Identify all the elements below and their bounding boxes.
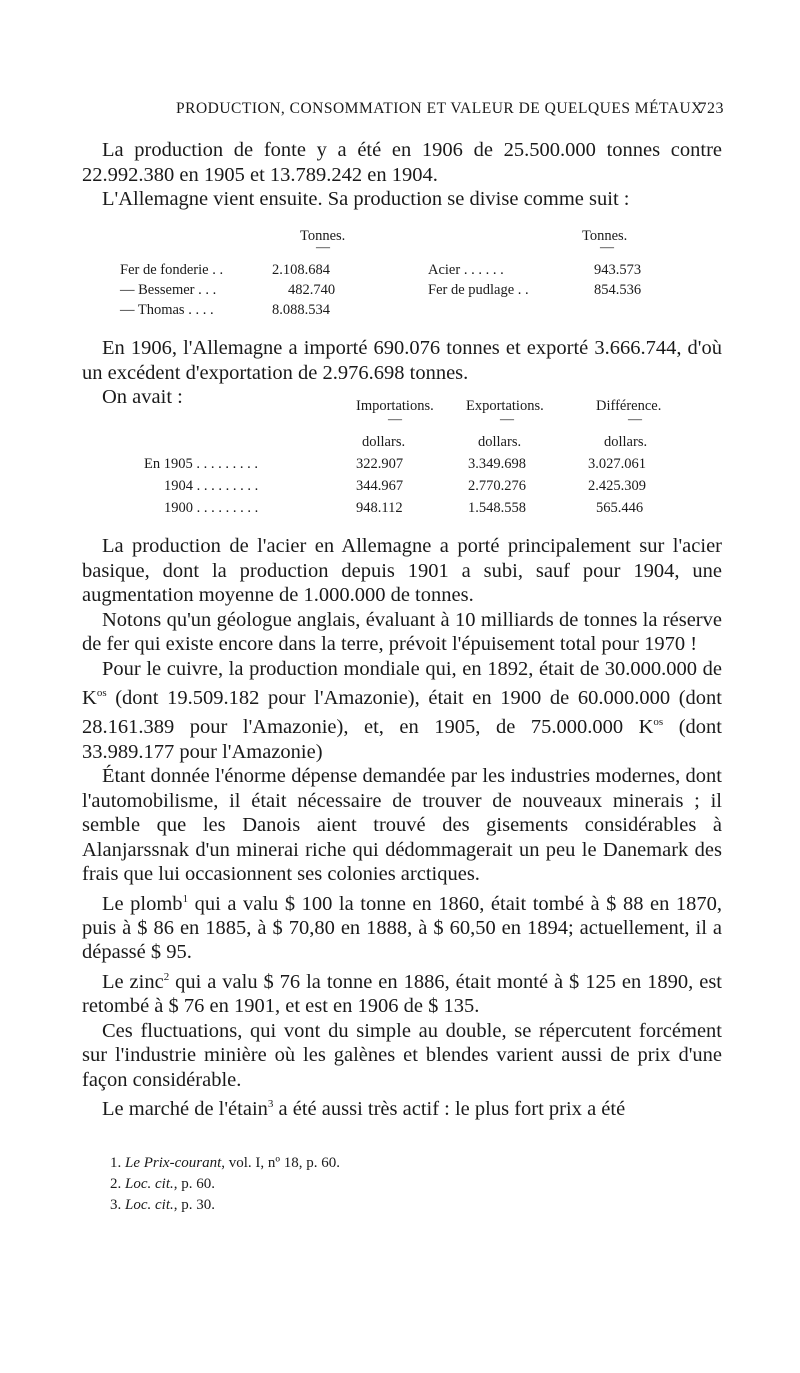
table2-cell: 565.446 — [596, 500, 644, 516]
table1-row-label: — Thomas . . . . — [120, 302, 214, 318]
table1-row-value: 943.573 — [594, 262, 642, 278]
footnote: 3. Loc. cit., p. 30. — [110, 1197, 215, 1213]
table2-cell: 3.349.698 — [468, 456, 526, 472]
table1-row-value: 8.088.534 — [272, 302, 330, 318]
table1-row-label: Fer de fonderie . . — [120, 262, 224, 278]
paragraph-7: Pour le cuivre, la production mondiale qui, en 1892, était de 30.000.000 de $K^{os}$ (dont 19.509.182 pour l'Amazonie), était en 1900 de 60.000.000 (dont 28.161.389 pour l'Amazonie), et, en 1905, de 75.000.000 $K^{os}$ (dont 33.989.177 pour l'Amazonie) — [82, 657, 722, 763]
table1-row-label: — Bessemer . . . — [120, 282, 217, 298]
table2-cell: 2.770.276 — [468, 478, 526, 494]
table2-dash: — — [628, 412, 642, 427]
paragraph-10: Le zinc$^2$ qui a valu $ 76 la tonne en 1886, était monté à $ 125 en 1890, est retombé à $ 76 en 1901, et est en 1906 de $ 135. — [82, 970, 722, 1018]
paragraph-9: Le plomb$^1$ qui a valu $ 100 la tonne en 1860, était tombé à $ 88 en 1870, puis à $ 86 en 1885, à $ 70,80 en 1888, à $ 60,50 en 1894; actuellement, il a dépassé $ 95. — [82, 892, 723, 964]
table2-cell: 344.967 — [356, 478, 404, 494]
footnotes — [110, 1153, 340, 1216]
table2-unit: dollars. — [362, 434, 406, 450]
paragraph-12: Le marché de l'étain$^3$ a été aussi très actif : le plus fort prix a été — [102, 1098, 626, 1121]
table2-cell: 3.027.061 — [588, 456, 646, 472]
footnote-ref: 3 — [267, 1098, 274, 1111]
running-header — [176, 100, 724, 124]
table2-dash: — — [388, 412, 402, 427]
table2-row-label: En 1905 . . . . . . . . . — [144, 456, 258, 472]
table2-dash: — — [500, 412, 514, 427]
table1-row-value: 854.536 — [594, 282, 642, 298]
running-title: PRODUCTION, CONSOMMATION ET VALEUR DE QUELQUES MÉTAUX — [176, 100, 703, 117]
paragraph-8: Étant donnée l'énorme dépense demandée par les industries modernes, dont l'automobilisme, il était nécessaire de trouver de nouveaux minerais ; il semble que les Danois aient trouvé des gisements considérables à Alanjarssnak d'un minerai riche qui dédommagerait un peu le Danemark des frais que lui occasionnent ses colonies arctiques. — [82, 765, 722, 886]
paragraph-11: Ces fluctuations, qui vont du simple au double, se répercutent forcément sur l'industrie minière où les galènes et blendes varient aussi de prix d'une façon considérable. — [82, 1019, 722, 1091]
germany-trade-table — [0, 398, 800, 528]
paragraph-2: L'Allemagne vient ensuite. Sa production se divise comme suit : — [102, 188, 630, 210]
paragraph-3: En 1906, l'Allemagne a importé 690.076 tonnes et exporté 3.666.744, d'où un excédent d'exportation de 2.976.698 tonnes. — [82, 337, 722, 384]
text-block-main — [82, 534, 722, 1122]
table2-cell: 322.907 — [356, 456, 404, 472]
page-number: 723 — [698, 100, 724, 117]
table1-row-label: Acier . . . . . . — [428, 262, 504, 278]
paragraph-5: La production de l'acier en Allemagne a porté principalement sur l'acier basique, dont la production depuis 1901 a subi, sauf pour 1904, une augmentation moyenne de 1.000.000 de tonnes. — [82, 535, 722, 606]
footnote-ref: 2 — [163, 970, 170, 983]
germany-production-table — [0, 228, 800, 328]
paragraph-6: Notons qu'un géologue anglais, évaluant à 10 milliards de tonnes la réserve de fer qui existe encore dans la terre, prévoit l'épuisement total pour 1970 ! — [82, 608, 722, 655]
paragraph-1: La production de fonte y a été en 1906 de 25.500.000 tonnes contre 22.992.380 en 1905 et 13.789.242 en 1904. — [82, 139, 722, 186]
table1-dash-left: — — [316, 240, 330, 255]
table2-unit: dollars. — [604, 434, 648, 450]
table1-head-left: Tonnes. — [300, 228, 346, 244]
table2-cell: 948.112 — [356, 500, 403, 516]
table2-header: Importations. — [356, 398, 434, 414]
footnote: 2. Loc. cit., p. 60. — [110, 1176, 215, 1192]
table2-row-label: 1900 . . . . . . . . . — [164, 500, 259, 516]
table1-dash-right: — — [600, 240, 614, 255]
table1-row-value: 482.740 — [288, 282, 336, 298]
table1-row-value: 2.108.684 — [272, 262, 330, 278]
table2-unit: dollars. — [478, 434, 522, 450]
footnote-ref: 1 — [182, 892, 189, 905]
table1-row-label: Fer de pudlage . . — [428, 282, 529, 298]
table1-head-right: Tonnes. — [582, 228, 628, 244]
text-block-top — [82, 138, 722, 212]
table2-header: Différence. — [596, 398, 662, 414]
table2-cell: 2.425.309 — [588, 478, 646, 494]
footnote: 1. Le Prix-courant, vol. I, nº 18, p. 60. — [110, 1155, 341, 1171]
table2-header: Exportations. — [466, 398, 544, 414]
paragraph-4: On avait : — [102, 386, 183, 408]
table2-cell: 1.548.558 — [468, 500, 526, 516]
table2-row-label: 1904 . . . . . . . . . — [164, 478, 259, 494]
